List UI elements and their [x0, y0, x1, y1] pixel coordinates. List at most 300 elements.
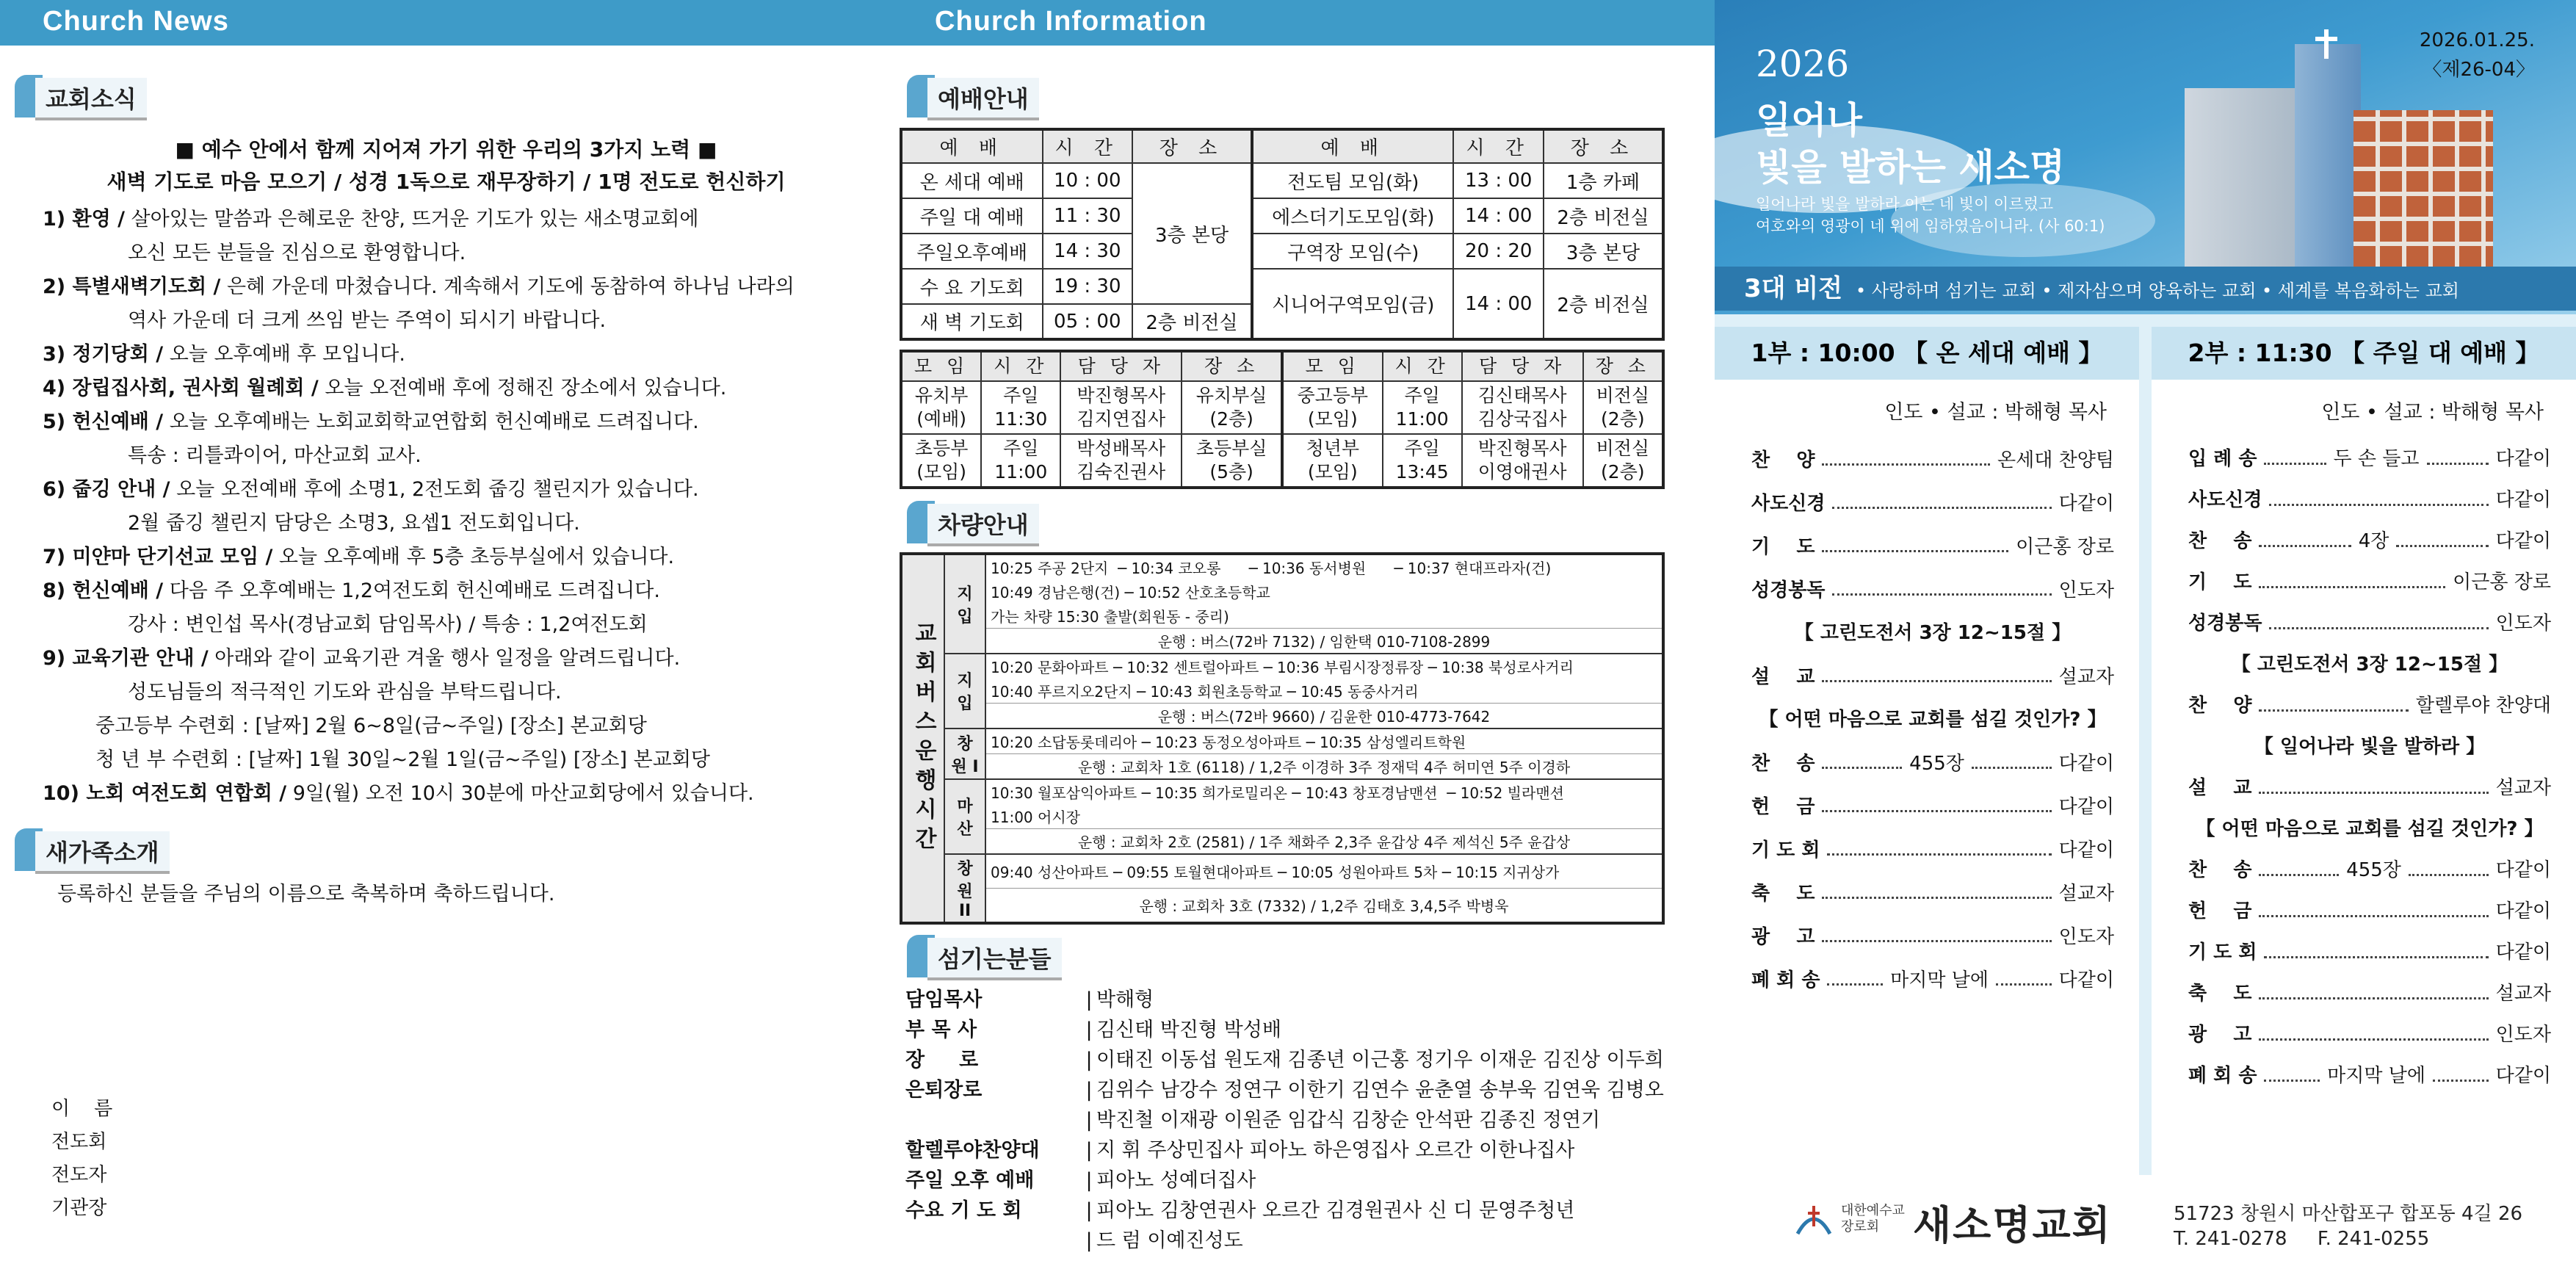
bus-area: 창원 II [944, 854, 985, 923]
order-person: 다같이 [2058, 492, 2114, 515]
family-section-title [15, 828, 892, 877]
worship-col-head: 시 간 [1453, 129, 1544, 163]
worship-place: 1층 카페 [1544, 163, 1663, 198]
bus-stop-line: 10:20 소답동롯데리아 ─ 10:23 동정오성아파트 ─ 10:35 삼성엘리트학원 [985, 728, 1663, 754]
bus-area: 마산 [944, 779, 985, 854]
order-person: 이근홍 장로 [2016, 535, 2114, 558]
meeting-cell: 김신태목사 김상국집사 [1462, 381, 1583, 434]
bus-area: 지입 [944, 554, 985, 654]
staff-names: 지 휘 주상민집사 피아노 하은영집사 오르간 이한나집사 [1096, 1139, 1575, 1162]
worship-time: 05 : 00 [1043, 304, 1133, 339]
news-item-cont: 특송 : 리틀콰이어, 마산교회 교사. [128, 444, 422, 467]
news-item-text: 오늘 오후예배 후 모입니다. [163, 343, 405, 366]
order-line [1751, 438, 2114, 482]
staff-names: 피아노 성예더집사 [1096, 1169, 1256, 1192]
meeting-col-head: 담 당 자 [1060, 351, 1182, 381]
bus-operator: 운행 : 버스(72바 7132) / 임한택 010-7108-2899 [985, 629, 1663, 654]
news-item-cont: 2월 줍깅 챌린지 담당은 소명3, 요셉1 전도회입니다. [128, 512, 580, 535]
news-item-text: 다음 주 오후예배는 1,2여전도회 헌신예배로 드려집니다. [163, 579, 660, 602]
staff-sep: | [1085, 1139, 1093, 1162]
family-labels [51, 1093, 112, 1225]
order-dots [1832, 507, 2051, 509]
order-dots [1822, 897, 2051, 899]
staff-row [905, 1075, 1715, 1105]
worship-col-head: 예 배 [1252, 129, 1453, 163]
order-person: 인도자 [2495, 1024, 2551, 1046]
church-logo [1792, 1197, 1836, 1241]
order-line [2188, 850, 2551, 891]
staff-role: 은퇴장로 [905, 1079, 983, 1102]
order-person: 다같이 [2058, 752, 2114, 775]
service-1-order [1715, 438, 2139, 1002]
meeting-col-head: 모 임 [901, 351, 981, 381]
church-info-header: Church Information [892, 0, 1715, 46]
news-item [43, 574, 892, 608]
order-person: 인도자 [2495, 612, 2551, 634]
worship-col-head: 예 배 [901, 129, 1043, 163]
footer [1715, 1175, 2576, 1269]
news-item [43, 338, 892, 372]
order-person: 다같이 [2495, 941, 2551, 964]
order-detail: 마지막 날에 [1890, 969, 1989, 991]
cover-panel [1715, 0, 2576, 1269]
worship-name: 수 요 기도회 [901, 269, 1043, 304]
news-item-text: 아래와 같이 교육기관 겨울 행사 일정을 알려드립니다. [208, 647, 681, 670]
worship-col-head: 장 소 [1544, 129, 1663, 163]
bus-title: 차량안내 [927, 504, 1039, 546]
meeting-col-head: 모 임 [1282, 351, 1383, 381]
order-scripture: 【 고린도전서 3장 12~15절 】 [2231, 654, 2508, 676]
order-detail: 455장 [2346, 859, 2401, 881]
order-item: 헌 금 [2188, 900, 2252, 922]
order-line [2188, 480, 2551, 521]
worship-place: 2층 비전실 [1544, 198, 1663, 234]
news-item-cont: 오신 모든 분들을 진심으로 환영합니다. [128, 242, 466, 264]
order-dots [2409, 874, 2489, 876]
news-item-cont: 강사 : 변인섭 목사(경남교회 담임목사) / 특송 : 1,2여전도회 [128, 613, 648, 636]
church-news-panel [0, 0, 892, 1269]
worship-place: 3층 본당 [1544, 234, 1663, 269]
worship-time: 14 : 00 [1453, 198, 1544, 234]
order-dots [2259, 1038, 2488, 1041]
meeting-cell: 초등부 (모임) [901, 434, 981, 488]
family-label: 전도자 [51, 1164, 107, 1186]
staff-row [905, 1135, 1715, 1165]
order-person: 설교자 [2495, 983, 2551, 1005]
worship-time: 10 : 00 [1043, 163, 1133, 198]
news-list [0, 203, 892, 811]
worship-name: 에스더기도모임(화) [1252, 198, 1453, 234]
news-section-title [15, 75, 892, 123]
worship-place: 2층 비전실 [1544, 269, 1663, 339]
bus-stop-line: 10:20 문화아파트 ─ 10:32 센트럴아파트 ─ 10:36 부림시장정류장 ─ 10:38 북성로사거리 [985, 654, 1663, 679]
bus-operator: 운행 : 교회차 2호 (2581) / 1주 채화주 2,3주 윤갑상 4주 제석신 5주 윤갑상 [985, 829, 1663, 855]
order-dots [2259, 874, 2339, 876]
news-item-head: 2) 특별새벽기도회 / [43, 275, 221, 298]
order-line [1751, 828, 2114, 872]
order-person: 할렐루야 찬양대 [2415, 695, 2551, 717]
service-1-column [1715, 327, 2139, 1175]
order-dots [1827, 853, 2051, 856]
order-dots [2259, 709, 2408, 712]
bus-stop-line: 10:30 월포삼익아파트 ─ 10:35 희가로밀리온 ─ 10:43 창포경남맨션 ─ 10:52 빌라맨션 [985, 779, 1663, 804]
news-item [43, 203, 892, 236]
service-2-column [2152, 327, 2576, 1175]
order-person: 다같이 [2058, 795, 2114, 818]
news-item-cont: 성도님들의 적극적인 기도와 관심을 부탁드립니다. [128, 681, 562, 704]
staff-role: 담임목사 [905, 988, 983, 1011]
staff-row [905, 1165, 1715, 1196]
staff-sep: | [1085, 988, 1093, 1011]
vision-bar [1715, 267, 2576, 311]
bus-operator: 운행 : 교회차 1호 (6118) / 1,2주 이경하 3주 정재덕 4주 허미연 5주 이경하 [985, 754, 1663, 780]
order-dots [2433, 1080, 2489, 1082]
news-item-head: 10) 노회 여전도회 연합회 / [43, 782, 287, 805]
order-dots [1832, 593, 2051, 596]
worship-name: 시니어구역모임(금) [1252, 269, 1453, 339]
order-scripture: 【 어떤 마음으로 교회를 섬길 것인가? 】 [1759, 709, 2107, 731]
order-dots [1822, 940, 2051, 942]
order-line [1751, 655, 2114, 698]
order-scripture: 【 고린도전서 3장 12~15절 】 [1794, 622, 2072, 644]
staff-sep: | [1085, 1199, 1093, 1222]
order-item: 광 고 [2188, 1024, 2252, 1046]
service-2-order [2152, 438, 2576, 1096]
order-person: 온세대 찬양팀 [1997, 449, 2114, 471]
worship-section-title [907, 75, 1715, 123]
order-line [1751, 915, 2114, 958]
service-2-leader: 인도 • 설교 : 박해형 목사 [2321, 401, 2544, 424]
meeting-cell: 초등부실 (5층) [1182, 434, 1282, 488]
staff-sep: | [1085, 1109, 1093, 1132]
order-person: 설교자 [2058, 665, 2114, 688]
order-dots [2264, 463, 2326, 465]
bus-area: 지입 [944, 654, 985, 728]
bus-stop-line: 09:40 성산아파트 ─ 09:55 토월현대아파트 ─ 10:05 성원아파트 5차 ─ 10:15 지귀상가 [985, 854, 1663, 888]
order-dots [1972, 767, 2052, 769]
worship-table [900, 128, 1665, 341]
news-item [43, 540, 892, 574]
order-item: 기 도 [1751, 535, 1815, 558]
staff-names: 박해형 [1096, 988, 1154, 1011]
staff-sep: | [1085, 1049, 1093, 1071]
order-item: 찬 양 [2188, 695, 2252, 717]
order-line [1751, 482, 2114, 525]
cover-title-1: 일어나 [1756, 99, 1862, 142]
meeting-cell: 주일 13:45 [1383, 434, 1462, 488]
order-dots [1822, 810, 2051, 812]
order-line [2188, 521, 2551, 562]
worship-name: 주일 대 예배 [901, 198, 1043, 234]
worship-title: 예배안내 [927, 78, 1039, 120]
staff-role [905, 1226, 1082, 1256]
bus-stop-line: 10:25 주공 2단지 ─ 10:34 코오롱 ─ 10:36 동서병원 ─ 10:37 현대프라자(건) [985, 554, 1663, 579]
news-item [43, 473, 892, 507]
staff-row [905, 1015, 1715, 1045]
intro-subtitle: 새벽 기도로 마음 모으기 / 성경 1독으로 재무장하기 / 1명 전도로 헌신하기 [106, 170, 786, 194]
meeting-cell: 비전실 (2층) [1583, 381, 1663, 434]
news-item-head: 8) 헌신예배 / [43, 579, 164, 602]
bus-area: 창원 I [944, 728, 985, 779]
church-address: 51723 창원시 마산합포구 합포동 4길 26 [2174, 1203, 2523, 1225]
meeting-col-head: 시 간 [981, 351, 1060, 381]
order-item: 사도신경 [2188, 489, 2262, 511]
meeting-col-head: 시 간 [1383, 351, 1462, 381]
news-item-head: 6) 줍깅 안내 / [43, 478, 170, 501]
staff-role: 장 로 [905, 1049, 979, 1071]
family-title: 새가족소개 [35, 831, 170, 874]
news-item-text: 은혜 가운데 마쳤습니다. 계속해서 기도에 동참하여 하나님 나라의 [220, 275, 795, 298]
news-item-text: 오늘 오전예배 후에 정해진 장소에서 있습니다. [318, 377, 727, 400]
cover-title-2: 빛을 발하는 새소명 [1756, 146, 2066, 189]
family-text: 등록하신 분들을 주님의 이름으로 축복하며 축하드립니다. [57, 883, 555, 905]
order-item: 사도신경 [1751, 492, 1826, 515]
meeting-cell: 박진형목사 김지연집사 [1060, 381, 1182, 434]
church-news-header: Church News [0, 0, 892, 46]
order-dots [1822, 680, 2051, 682]
worship-time: 11 : 30 [1043, 198, 1133, 234]
order-dots [2396, 545, 2488, 547]
bus-table [900, 552, 1665, 925]
order-dots [2269, 504, 2488, 506]
cover-verse-2: 여호와의 영광이 네 위에 임하였음이니라. (사 60:1) [1756, 217, 2105, 235]
order-item: 찬 송 [1751, 752, 1815, 775]
order-detail: 두 손 들고 [2333, 448, 2420, 470]
worship-place: 2층 비전실 [1132, 304, 1252, 339]
order-person: 다같이 [2495, 900, 2551, 922]
staff-names: 이태진 이동섭 원도재 김종년 이근홍 정기우 이재운 김진상 이두희 [1096, 1049, 1664, 1071]
staff-role: 주일 오후 예배 [905, 1169, 1035, 1192]
order-person: 다같이 [2495, 489, 2551, 511]
news-item-cont: 역사 가운데 더 크게 쓰임 받는 주역이 되시기 바랍니다. [128, 309, 607, 332]
order-item: 축 도 [2188, 983, 2252, 1005]
order-item: 광 고 [1751, 925, 1815, 948]
news-item-head: 7) 미얀마 단기선교 모임 / [43, 546, 273, 568]
news-item [43, 777, 892, 811]
order-person: 다같이 [2058, 839, 2114, 861]
service-2-title: 2부 : 11:30 【 주일 대 예배 】 [2152, 327, 2576, 380]
news-item-head: 4) 장립집사회, 권사회 월례회 / [43, 377, 319, 400]
staff-row [905, 985, 1715, 1015]
bus-operator: 운행 : 버스(72바 9660) / 김윤한 010-4773-7642 [985, 704, 1663, 729]
order-line [2188, 932, 2551, 973]
order-item: 성경봉독 [2188, 612, 2262, 634]
meeting-cell: 유치부실 (2층) [1182, 381, 1282, 434]
news-item [43, 372, 892, 405]
order-dots [1996, 983, 2052, 986]
order-person: 설교자 [2058, 882, 2114, 905]
order-item: 찬 송 [2188, 530, 2252, 552]
order-line [1751, 525, 2114, 568]
staff-row [905, 1045, 1715, 1075]
order-line [1751, 872, 2114, 915]
staff-names: 김신태 박진형 박성배 [1096, 1019, 1281, 1041]
order-item: 입 례 송 [2188, 448, 2257, 470]
staff-names: 피아노 김창연권사 오르간 김경원권사 신 디 문영주청년 [1096, 1199, 1575, 1222]
bus-stop-line: 10:49 경남은행(건) ─ 10:52 산호초등학교 [985, 579, 1663, 604]
news-item-head: 9) 교육기관 안내 / [43, 647, 209, 670]
news-intro [0, 134, 892, 198]
order-line [1751, 785, 2114, 828]
family-label: 기관장 [51, 1197, 107, 1219]
worship-name: 구역장 모임(수) [1252, 234, 1453, 269]
staff-names: 박진철 이재광 이원준 임갑식 김창순 안석판 김종진 정연기 [1096, 1109, 1601, 1132]
news-item-head: 1) 환영 / [43, 208, 125, 231]
order-item: 축 도 [1751, 882, 1815, 905]
order-person: 다같이 [2495, 1065, 2552, 1087]
staff-title: 섬기는분들 [927, 938, 1062, 980]
worship-name: 온 세대 예배 [901, 163, 1043, 198]
worship-name: 주일오후예배 [901, 234, 1043, 269]
news-item-text: 오늘 오전예배 후에 소명1, 2전도회 줍깅 챌린지가 있습니다. [170, 478, 699, 501]
bus-operator: 운행 : 교회차 3호 (7332) / 1,2주 김태호 3,4,5주 박병욱 [985, 888, 1663, 923]
retreat-line: 청 년 부 수련회 : [날짜] 1월 30일~2월 1일(금~주일) [장소] 본교회당 [95, 748, 710, 771]
staff-names: 드 럼 이예진성도 [1096, 1229, 1243, 1252]
order-line [1751, 958, 2114, 1002]
order-item: 설 교 [2188, 777, 2252, 799]
staff-row [905, 1105, 1715, 1135]
family-label: 이 름 [51, 1098, 113, 1120]
bus-stop-line: 10:40 푸르지오2단지 ─ 10:43 회원초등학교 ─ 10:45 동중사거리 [985, 679, 1663, 704]
order-line [2188, 562, 2551, 603]
order-person: 다같이 [2495, 859, 2551, 881]
order-line [2188, 973, 2551, 1014]
order-detail: 455장 [1909, 752, 1964, 775]
meeting-cell: 박진형목사 이영애권사 [1462, 434, 1583, 488]
order-person: 이근홍 장로 [2453, 571, 2551, 593]
order-dots [2259, 545, 2351, 547]
order-dots [1822, 463, 1990, 466]
service-1-title: 1부 : 10:00 【 온 세대 예배 】 [1715, 327, 2139, 380]
vision-label: 3대 비전 [1744, 274, 1843, 303]
staff-names: 김위수 남강수 정연구 이한기 김연수 윤춘열 송부욱 김연욱 김병오 [1096, 1079, 1664, 1102]
church-info-panel [892, 0, 1715, 1269]
worship-col-head: 시 간 [1043, 129, 1133, 163]
order-line [2188, 767, 2551, 809]
church-phone: T. 241-0278 F. 241-0255 [2174, 1228, 2430, 1250]
issue-number: 〈제26-04〉 [2423, 59, 2535, 81]
bus-stop-line: 가는 차량 15:30 출발(회원동 - 중리) [985, 604, 1663, 629]
order-line [2188, 1055, 2551, 1096]
order-person: 인도자 [2058, 579, 2114, 601]
order-line [2188, 685, 2551, 726]
news-item [43, 642, 892, 676]
order-item: 폐 회 송 [1751, 969, 1820, 991]
news-item-text: 오늘 오후예배는 노회교회학교연합회 헌신예배로 드려집니다. [163, 411, 699, 433]
order-item: 폐 회 송 [2188, 1065, 2257, 1087]
order-dots [2259, 792, 2488, 794]
order-dots [1822, 550, 2008, 552]
order-dots [2269, 627, 2488, 629]
order-scripture: 【 어떤 마음으로 교회를 섬길 것인가? 】 [2196, 818, 2544, 840]
staff-sep: | [1085, 1229, 1093, 1252]
order-line [1751, 742, 2114, 785]
news-item-text: 9일(월) 오전 10시 30분에 마산교회당에서 있습니다. [286, 782, 754, 805]
news-title: 교회소식 [35, 78, 147, 120]
worship-time: 19 : 30 [1043, 269, 1133, 304]
staff-role: 부 목 사 [905, 1019, 977, 1041]
meeting-cell: 박성배목사 김숙진권사 [1060, 434, 1182, 488]
intro-title: ■ 예수 안에서 함께 지어져 가기 위한 우리의 3가지 노력 ■ [175, 137, 717, 162]
order-dots [2259, 586, 2445, 588]
order-dots [2259, 997, 2488, 999]
staff-row [905, 1226, 1715, 1256]
meeting-col-head: 담 당 자 [1462, 351, 1583, 381]
staff-sep: | [1085, 1019, 1093, 1041]
order-item: 찬 송 [2188, 859, 2252, 881]
worship-time: 13 : 00 [1453, 163, 1544, 198]
order-item: 헌 금 [1751, 795, 1815, 818]
meeting-cell: 청년부 (모임) [1282, 434, 1383, 488]
meeting-cell: 주일 11:00 [1383, 381, 1462, 434]
meeting-cell: 비전실 (2층) [1583, 434, 1663, 488]
worship-time: 14 : 30 [1043, 234, 1133, 269]
meeting-cell: 유치부 (예배) [901, 381, 981, 434]
staff-section-title [907, 935, 1715, 983]
order-line [1751, 568, 2114, 612]
order-scripture: 【 일어나라 빛을 발하라 】 [2254, 736, 2486, 758]
order-item: 찬 양 [1751, 449, 1815, 471]
order-dots [2427, 463, 2489, 465]
staff-role: 수요 기 도 회 [905, 1199, 1022, 1222]
order-person: 다같이 [2495, 530, 2552, 552]
service-1-leader: 인도 • 설교 : 박해형 목사 [1884, 401, 2107, 424]
bus-side-label: 교회버스운행시간 [901, 554, 944, 923]
order-detail: 마지막 날에 [2327, 1065, 2425, 1087]
news-item-head: 5) 헌신예배 / [43, 411, 164, 433]
order-person: 설교자 [2495, 777, 2551, 799]
church-name: 새소명교회 [1913, 1202, 2112, 1248]
meeting-table [900, 350, 1665, 489]
staff-role [905, 1105, 1082, 1135]
order-person: 인도자 [2058, 925, 2114, 948]
order-item: 설 교 [1751, 665, 1815, 688]
order-line [2188, 891, 2551, 932]
family-label: 전도회 [51, 1131, 107, 1153]
order-dots [2264, 956, 2488, 958]
order-person: 다같이 [2058, 969, 2115, 991]
news-item [43, 270, 892, 304]
order-item: 기 도 회 [2188, 941, 2257, 964]
bus-section-title [907, 501, 1715, 549]
worship-place: 3층 본당 [1132, 163, 1252, 304]
meeting-col-head: 장 소 [1182, 351, 1282, 381]
order-dots [1822, 767, 1902, 769]
order-detail: 4장 [2358, 530, 2389, 552]
cover-year: 2026 [1756, 43, 1850, 85]
bus-stop-line: 11:00 어시장 [985, 804, 1663, 829]
order-line [2188, 603, 2551, 644]
worship-time: 14 : 00 [1453, 269, 1544, 339]
worship-col-head: 장 소 [1132, 129, 1252, 163]
order-person: 다같이 [2495, 448, 2551, 470]
worship-name: 전도팀 모임(화) [1252, 163, 1453, 198]
news-item-text: 살아있는 말씀과 은혜로운 찬양, 뜨거운 기도가 있는 새소명교회에 [124, 208, 699, 231]
issue-date: 2026.01.25. [2419, 29, 2535, 51]
staff-role: 할렐루야찬양대 [905, 1139, 1040, 1162]
order-line [2188, 1014, 2551, 1055]
staff-list [892, 985, 1715, 1256]
meeting-cell: 중고등부 (모임) [1282, 381, 1383, 434]
order-dots [1827, 983, 1883, 986]
meeting-col-head: 장 소 [1583, 351, 1663, 381]
news-item [43, 405, 892, 439]
worship-time: 20 : 20 [1453, 234, 1544, 269]
order-item: 성경봉독 [1751, 579, 1826, 601]
order-line [2188, 438, 2551, 480]
meeting-cell: 주일 11:30 [981, 381, 1060, 434]
cover-verse-1: 일어나라 빛을 발하라 이는 네 빛이 이르렀고 [1756, 195, 2054, 213]
